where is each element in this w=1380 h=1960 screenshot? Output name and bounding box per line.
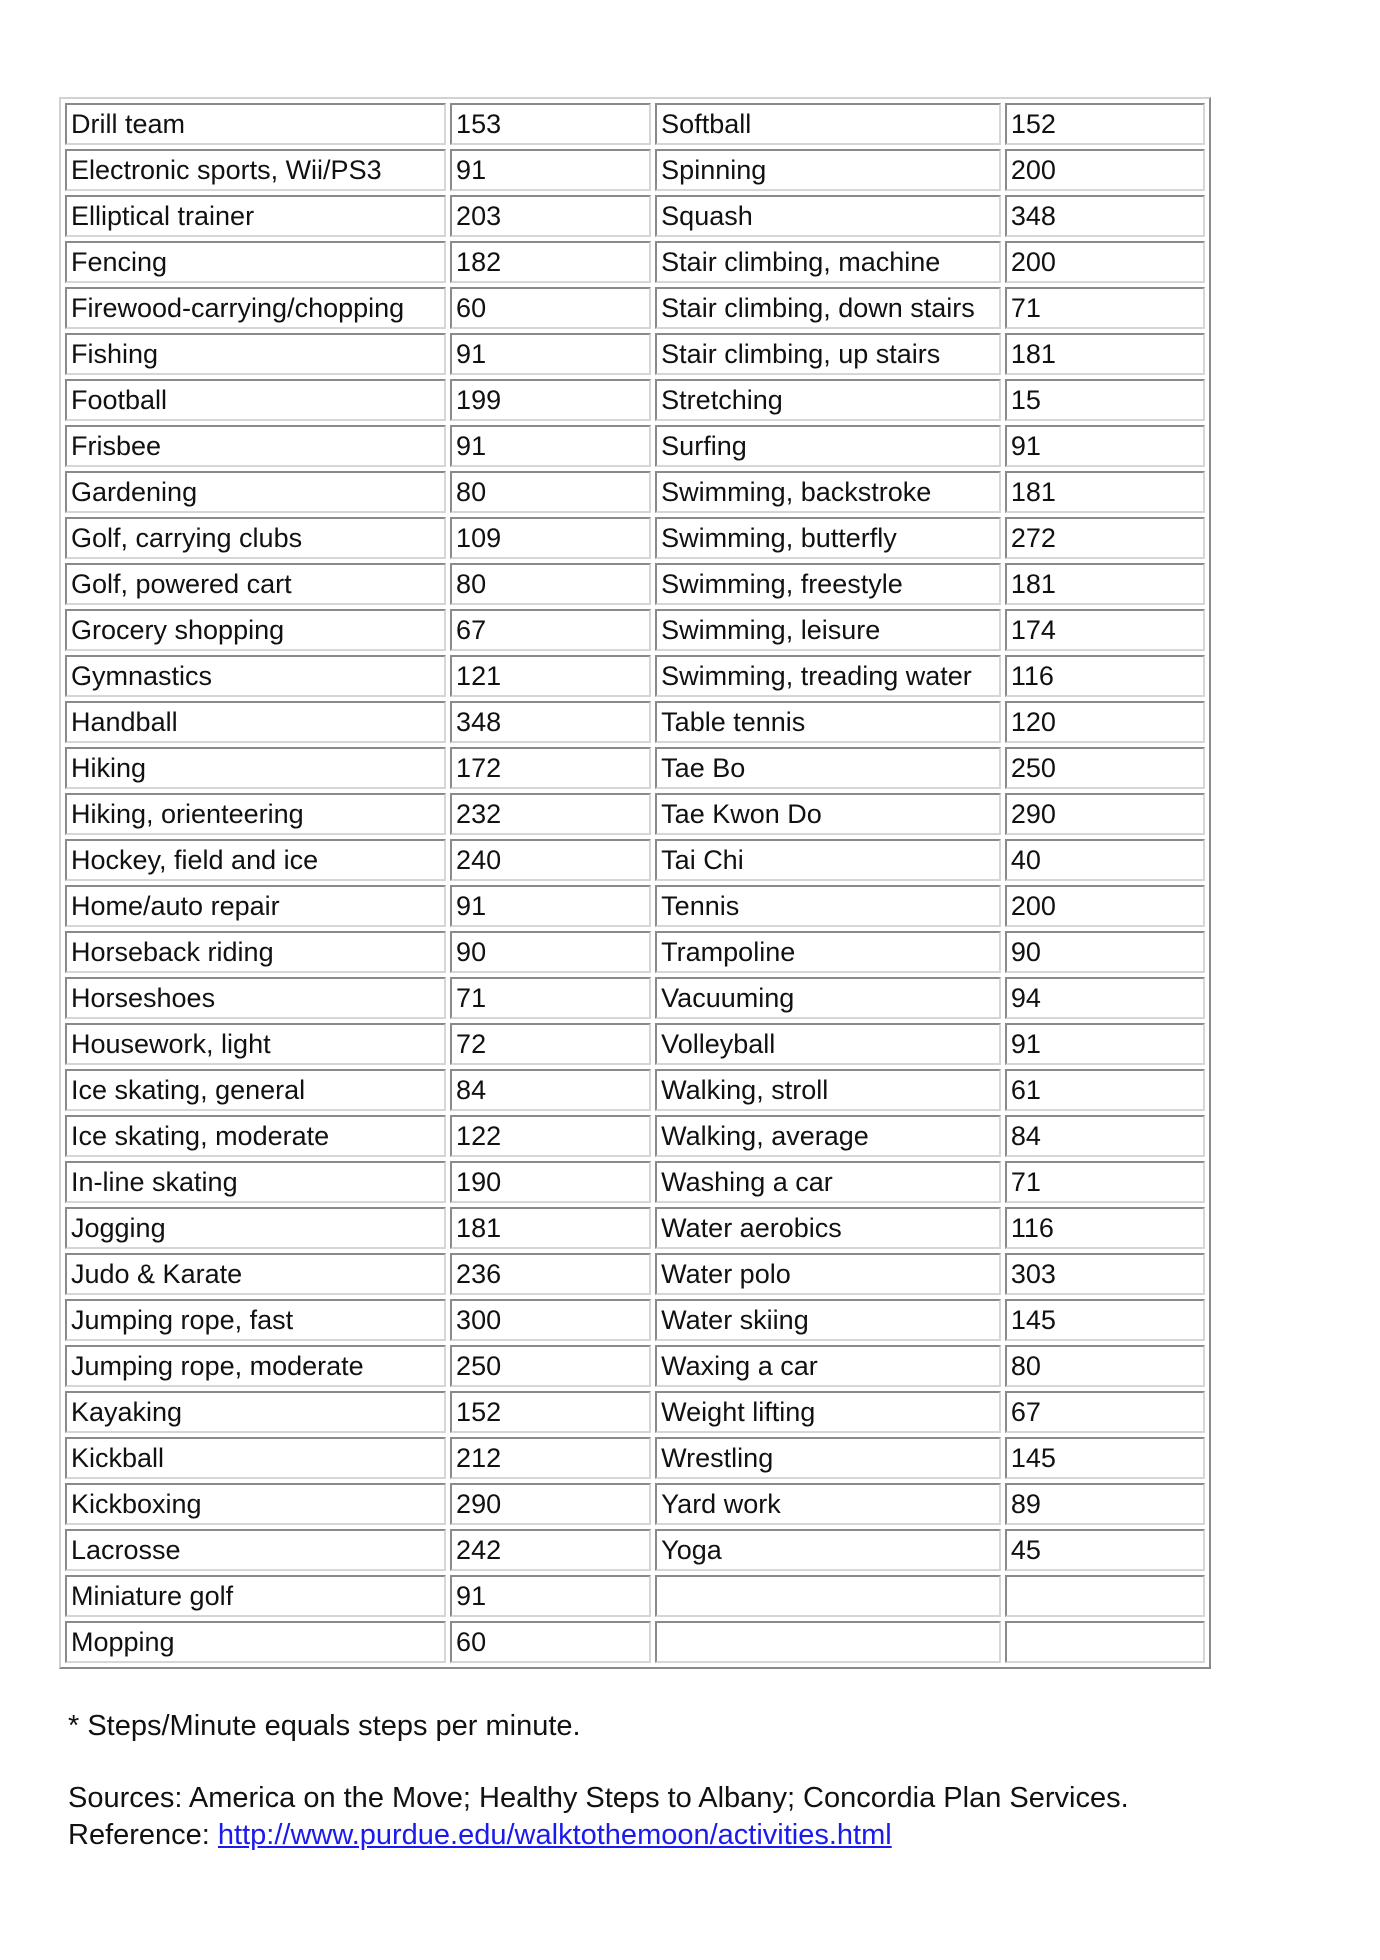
activity-name-cell: Kickball xyxy=(65,1437,446,1479)
activity-name-cell: Jogging xyxy=(65,1207,446,1249)
activity-steps-cell: 45 xyxy=(1005,1529,1205,1571)
activity-name-cell: Swimming, backstroke xyxy=(655,471,1001,513)
activity-name-cell xyxy=(655,1621,1001,1663)
activity-name-cell: Stretching xyxy=(655,379,1001,421)
table-row xyxy=(65,1115,1205,1157)
activity-steps-cell: 272 xyxy=(1005,517,1205,559)
activity-name-cell: In-line skating xyxy=(65,1161,446,1203)
activity-steps-cell: 145 xyxy=(1005,1437,1205,1479)
activity-steps-cell xyxy=(1005,1621,1205,1663)
activity-name-cell: Fencing xyxy=(65,241,446,283)
activity-name-cell: Walking, average xyxy=(655,1115,1001,1157)
activity-name-cell: Jumping rope, moderate xyxy=(65,1345,446,1387)
activity-steps-cell: 116 xyxy=(1005,655,1205,697)
table-body xyxy=(65,103,1205,1663)
activity-steps-cell: 199 xyxy=(450,379,651,421)
activity-name-cell: Waxing a car xyxy=(655,1345,1001,1387)
table-row xyxy=(65,793,1205,835)
activity-steps-cell: 290 xyxy=(450,1483,651,1525)
table-row xyxy=(65,1345,1205,1387)
activity-steps-cell: 91 xyxy=(1005,1023,1205,1065)
activity-steps-cell: 181 xyxy=(1005,333,1205,375)
table-row xyxy=(65,1391,1205,1433)
activity-steps-cell: 91 xyxy=(450,149,651,191)
table-row xyxy=(65,379,1205,421)
activity-steps-cell: 348 xyxy=(450,701,651,743)
activity-steps-cell: 190 xyxy=(450,1161,651,1203)
activity-steps-cell: 89 xyxy=(1005,1483,1205,1525)
activity-steps-cell: 236 xyxy=(450,1253,651,1295)
activity-name-cell: Tae Bo xyxy=(655,747,1001,789)
table-row xyxy=(65,1621,1205,1663)
activity-name-cell: Golf, carrying clubs xyxy=(65,517,446,559)
activity-name-cell: Tennis xyxy=(655,885,1001,927)
table-row xyxy=(65,1023,1205,1065)
activity-steps-cell: 250 xyxy=(450,1345,651,1387)
activity-name-cell: Golf, powered cart xyxy=(65,563,446,605)
activity-steps-cell: 120 xyxy=(1005,701,1205,743)
activity-name-cell: Kayaking xyxy=(65,1391,446,1433)
activity-name-cell: Miniature golf xyxy=(65,1575,446,1617)
activity-steps-cell: 15 xyxy=(1005,379,1205,421)
activity-steps-cell: 67 xyxy=(1005,1391,1205,1433)
activity-steps-cell: 153 xyxy=(450,103,651,145)
table-row xyxy=(65,701,1205,743)
activity-name-cell xyxy=(655,1575,1001,1617)
activity-name-cell: Wrestling xyxy=(655,1437,1001,1479)
activity-steps-cell: 94 xyxy=(1005,977,1205,1019)
activity-steps-cell: 67 xyxy=(450,609,651,651)
activity-name-cell: Gardening xyxy=(65,471,446,513)
activity-steps-cell: 172 xyxy=(450,747,651,789)
activity-steps-table xyxy=(59,97,1211,1669)
activity-name-cell: Swimming, leisure xyxy=(655,609,1001,651)
reference-label: Reference: xyxy=(68,1819,218,1851)
activity-name-cell: Water polo xyxy=(655,1253,1001,1295)
activity-steps-cell: 152 xyxy=(1005,103,1205,145)
table-row xyxy=(65,977,1205,1019)
activity-name-cell: Yoga xyxy=(655,1529,1001,1571)
table-row xyxy=(65,1253,1205,1295)
activity-name-cell: Trampoline xyxy=(655,931,1001,973)
table-row xyxy=(65,425,1205,467)
activity-name-cell: Spinning xyxy=(655,149,1001,191)
table-row xyxy=(65,333,1205,375)
activity-steps-cell: 212 xyxy=(450,1437,651,1479)
activity-steps-cell: 290 xyxy=(1005,793,1205,835)
table-row xyxy=(65,1207,1205,1249)
activity-steps-cell: 200 xyxy=(1005,885,1205,927)
activity-steps-cell: 240 xyxy=(450,839,651,881)
activity-name-cell: Football xyxy=(65,379,446,421)
activity-name-cell: Firewood-carrying/chopping xyxy=(65,287,446,329)
activity-name-cell: Stair climbing, up stairs xyxy=(655,333,1001,375)
activity-name-cell: Yard work xyxy=(655,1483,1001,1525)
activity-name-cell: Electronic sports, Wii/PS3 xyxy=(65,149,446,191)
activity-name-cell: Water aerobics xyxy=(655,1207,1001,1249)
sources-block xyxy=(68,1780,1129,1854)
table-row xyxy=(65,195,1205,237)
activity-steps-cell: 200 xyxy=(1005,241,1205,283)
activity-name-cell: Hiking xyxy=(65,747,446,789)
activity-steps-cell: 72 xyxy=(450,1023,651,1065)
activity-name-cell: Stair climbing, down stairs xyxy=(655,287,1001,329)
activity-steps-cell: 181 xyxy=(1005,471,1205,513)
table-row xyxy=(65,103,1205,145)
activity-steps-cell: 182 xyxy=(450,241,651,283)
table-row xyxy=(65,747,1205,789)
table-row xyxy=(65,1575,1205,1617)
table-row xyxy=(65,1437,1205,1479)
activity-name-cell: Grocery shopping xyxy=(65,609,446,651)
activity-steps-cell: 61 xyxy=(1005,1069,1205,1111)
activity-name-cell: Walking, stroll xyxy=(655,1069,1001,1111)
activity-name-cell: Horseback riding xyxy=(65,931,446,973)
table-row xyxy=(65,1069,1205,1111)
table-row xyxy=(65,839,1205,881)
activity-steps-cell: 84 xyxy=(1005,1115,1205,1157)
activity-name-cell: Lacrosse xyxy=(65,1529,446,1571)
activity-name-cell: Tai Chi xyxy=(655,839,1001,881)
activity-steps-cell: 71 xyxy=(1005,287,1205,329)
table-row xyxy=(65,1299,1205,1341)
activity-name-cell: Hiking, orienteering xyxy=(65,793,446,835)
table-row xyxy=(65,655,1205,697)
activity-steps-cell: 348 xyxy=(1005,195,1205,237)
table-row xyxy=(65,287,1205,329)
reference-line xyxy=(68,1817,1129,1854)
activity-steps-cell: 71 xyxy=(450,977,651,1019)
activity-steps-cell: 181 xyxy=(450,1207,651,1249)
table-row xyxy=(65,241,1205,283)
table-row xyxy=(65,563,1205,605)
activity-name-cell: Fishing xyxy=(65,333,446,375)
activity-name-cell: Stair climbing, machine xyxy=(655,241,1001,283)
activity-name-cell: Drill team xyxy=(65,103,446,145)
activity-name-cell: Water skiing xyxy=(655,1299,1001,1341)
activity-name-cell: Vacuuming xyxy=(655,977,1001,1019)
activity-steps-cell: 60 xyxy=(450,1621,651,1663)
activity-steps-cell: 232 xyxy=(450,793,651,835)
activity-name-cell: Frisbee xyxy=(65,425,446,467)
table-row xyxy=(65,885,1205,927)
activity-name-cell: Handball xyxy=(65,701,446,743)
activity-steps-cell: 121 xyxy=(450,655,651,697)
activity-steps-cell: 80 xyxy=(450,563,651,605)
activity-name-cell: Ice skating, general xyxy=(65,1069,446,1111)
table-row xyxy=(65,1529,1205,1571)
activity-name-cell: Kickboxing xyxy=(65,1483,446,1525)
activity-steps-cell: 80 xyxy=(1005,1345,1205,1387)
activity-steps-cell: 303 xyxy=(1005,1253,1205,1295)
sources-text: Sources: America on the Move; Healthy Steps to Albany; Concordia Plan Services. xyxy=(68,1782,1129,1814)
activity-steps-cell: 181 xyxy=(1005,563,1205,605)
table-row xyxy=(65,517,1205,559)
table-row xyxy=(65,1161,1205,1203)
activity-name-cell: Mopping xyxy=(65,1621,446,1663)
activity-name-cell: Home/auto repair xyxy=(65,885,446,927)
activity-name-cell: Tae Kwon Do xyxy=(655,793,1001,835)
activity-name-cell: Swimming, butterfly xyxy=(655,517,1001,559)
activity-steps-cell: 91 xyxy=(1005,425,1205,467)
activity-name-cell: Judo & Karate xyxy=(65,1253,446,1295)
activity-steps-cell: 91 xyxy=(450,333,651,375)
table-row xyxy=(65,471,1205,513)
activity-steps-cell: 145 xyxy=(1005,1299,1205,1341)
activity-name-cell: Table tennis xyxy=(655,701,1001,743)
activity-name-cell: Swimming, freestyle xyxy=(655,563,1001,605)
activity-name-cell: Washing a car xyxy=(655,1161,1001,1203)
activity-name-cell: Swimming, treading water xyxy=(655,655,1001,697)
table-row xyxy=(65,931,1205,973)
activity-steps-cell: 91 xyxy=(450,885,651,927)
activity-steps-cell: 203 xyxy=(450,195,651,237)
activity-name-cell: Horseshoes xyxy=(65,977,446,1019)
activity-steps-cell: 300 xyxy=(450,1299,651,1341)
activity-name-cell: Softball xyxy=(655,103,1001,145)
activity-name-cell: Housework, light xyxy=(65,1023,446,1065)
activity-name-cell: Weight lifting xyxy=(655,1391,1001,1433)
table-row xyxy=(65,1483,1205,1525)
activity-name-cell: Jumping rope, fast xyxy=(65,1299,446,1341)
table-row xyxy=(65,149,1205,191)
activity-steps-cell: 109 xyxy=(450,517,651,559)
table-row xyxy=(65,609,1205,651)
activity-name-cell: Surfing xyxy=(655,425,1001,467)
activity-name-cell: Volleyball xyxy=(655,1023,1001,1065)
activity-steps-cell: 91 xyxy=(450,425,651,467)
activity-steps-cell: 80 xyxy=(450,471,651,513)
activity-steps-cell: 84 xyxy=(450,1069,651,1111)
activity-steps-cell: 40 xyxy=(1005,839,1205,881)
activity-steps-cell: 122 xyxy=(450,1115,651,1157)
activity-steps-cell: 71 xyxy=(1005,1161,1205,1203)
activity-steps-cell: 174 xyxy=(1005,609,1205,651)
activity-steps-cell: 90 xyxy=(1005,931,1205,973)
activity-steps-cell: 116 xyxy=(1005,1207,1205,1249)
activity-steps-cell: 90 xyxy=(450,931,651,973)
activity-steps-cell: 60 xyxy=(450,287,651,329)
activity-steps-cell: 91 xyxy=(450,1575,651,1617)
activity-name-cell: Ice skating, moderate xyxy=(65,1115,446,1157)
activity-steps-cell xyxy=(1005,1575,1205,1617)
footnote: * Steps/Minute equals steps per minute. xyxy=(68,1710,581,1742)
activity-steps-cell: 242 xyxy=(450,1529,651,1571)
reference-link[interactable]: http://www.purdue.edu/walktothemoon/activities.html xyxy=(217,1819,892,1851)
activity-steps-cell: 200 xyxy=(1005,149,1205,191)
activity-name-cell: Elliptical trainer xyxy=(65,195,446,237)
activity-name-cell: Squash xyxy=(655,195,1001,237)
activity-name-cell: Gymnastics xyxy=(65,655,446,697)
activity-name-cell: Hockey, field and ice xyxy=(65,839,446,881)
activity-steps-cell: 152 xyxy=(450,1391,651,1433)
activity-steps-cell: 250 xyxy=(1005,747,1205,789)
